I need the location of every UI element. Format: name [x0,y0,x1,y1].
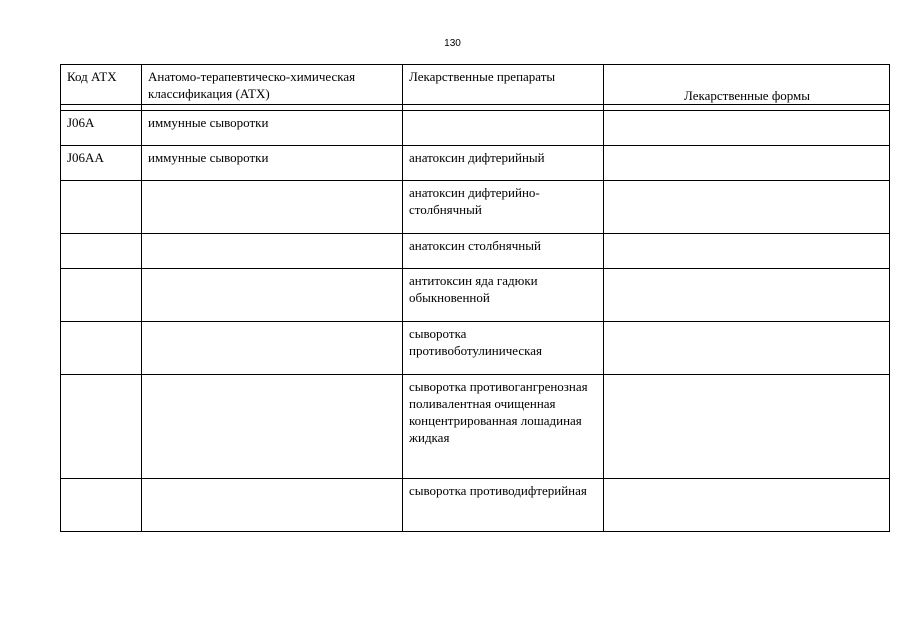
cell-forms [604,375,890,479]
cell-forms [604,269,890,322]
table-row [61,479,890,532]
cell-drug: сыворотка противодифтерийная [403,479,604,532]
header-code: Код АТХ [61,65,142,105]
cell-forms [604,322,890,375]
table-row [61,375,890,479]
cell-forms [604,111,890,146]
cell-code [61,181,142,234]
cell-classification: иммунные сыворотки [142,111,403,146]
cell-classification [142,479,403,532]
table-header-row [61,65,890,105]
table-row [61,181,890,234]
cell-code [61,375,142,479]
table-row [61,111,890,146]
cell-drug: антитоксин яда гадюки обыкновенной [403,269,604,322]
cell-forms [604,181,890,234]
cell-code [61,269,142,322]
page-number: 130 [444,38,461,49]
table-row [61,269,890,322]
cell-code [61,479,142,532]
cell-code: J06A [61,111,142,146]
cell-drug: анатоксин дифтерийно-столбнячный [403,181,604,234]
cell-code [61,234,142,269]
cell-drug [403,111,604,146]
cell-code: J06AA [61,146,142,181]
cell-classification [142,181,403,234]
cell-drug: сыворотка противогангренозная поливалентная очищенная концентрированная лошадиная жидкая [403,375,604,479]
cell-drug: сыворотка противоботулиническая [403,322,604,375]
table-row [61,322,890,375]
header-drugs: Лекарственные препараты [403,65,604,105]
cell-classification [142,234,403,269]
header-classification: Анатомо-терапевтическо-химическая классификация (АТХ) [142,65,403,105]
atx-table [60,64,890,532]
cell-forms [604,479,890,532]
header-forms: Лекарственные формы [604,65,890,105]
table-row [61,234,890,269]
cell-forms [604,234,890,269]
cell-classification [142,269,403,322]
cell-classification [142,322,403,375]
cell-code [61,322,142,375]
table-row [61,146,890,181]
cell-classification: иммунные сыворотки [142,146,403,181]
cell-drug: анатоксин дифтерийный [403,146,604,181]
cell-classification [142,375,403,479]
cell-forms [604,146,890,181]
cell-drug: анатоксин столбнячный [403,234,604,269]
